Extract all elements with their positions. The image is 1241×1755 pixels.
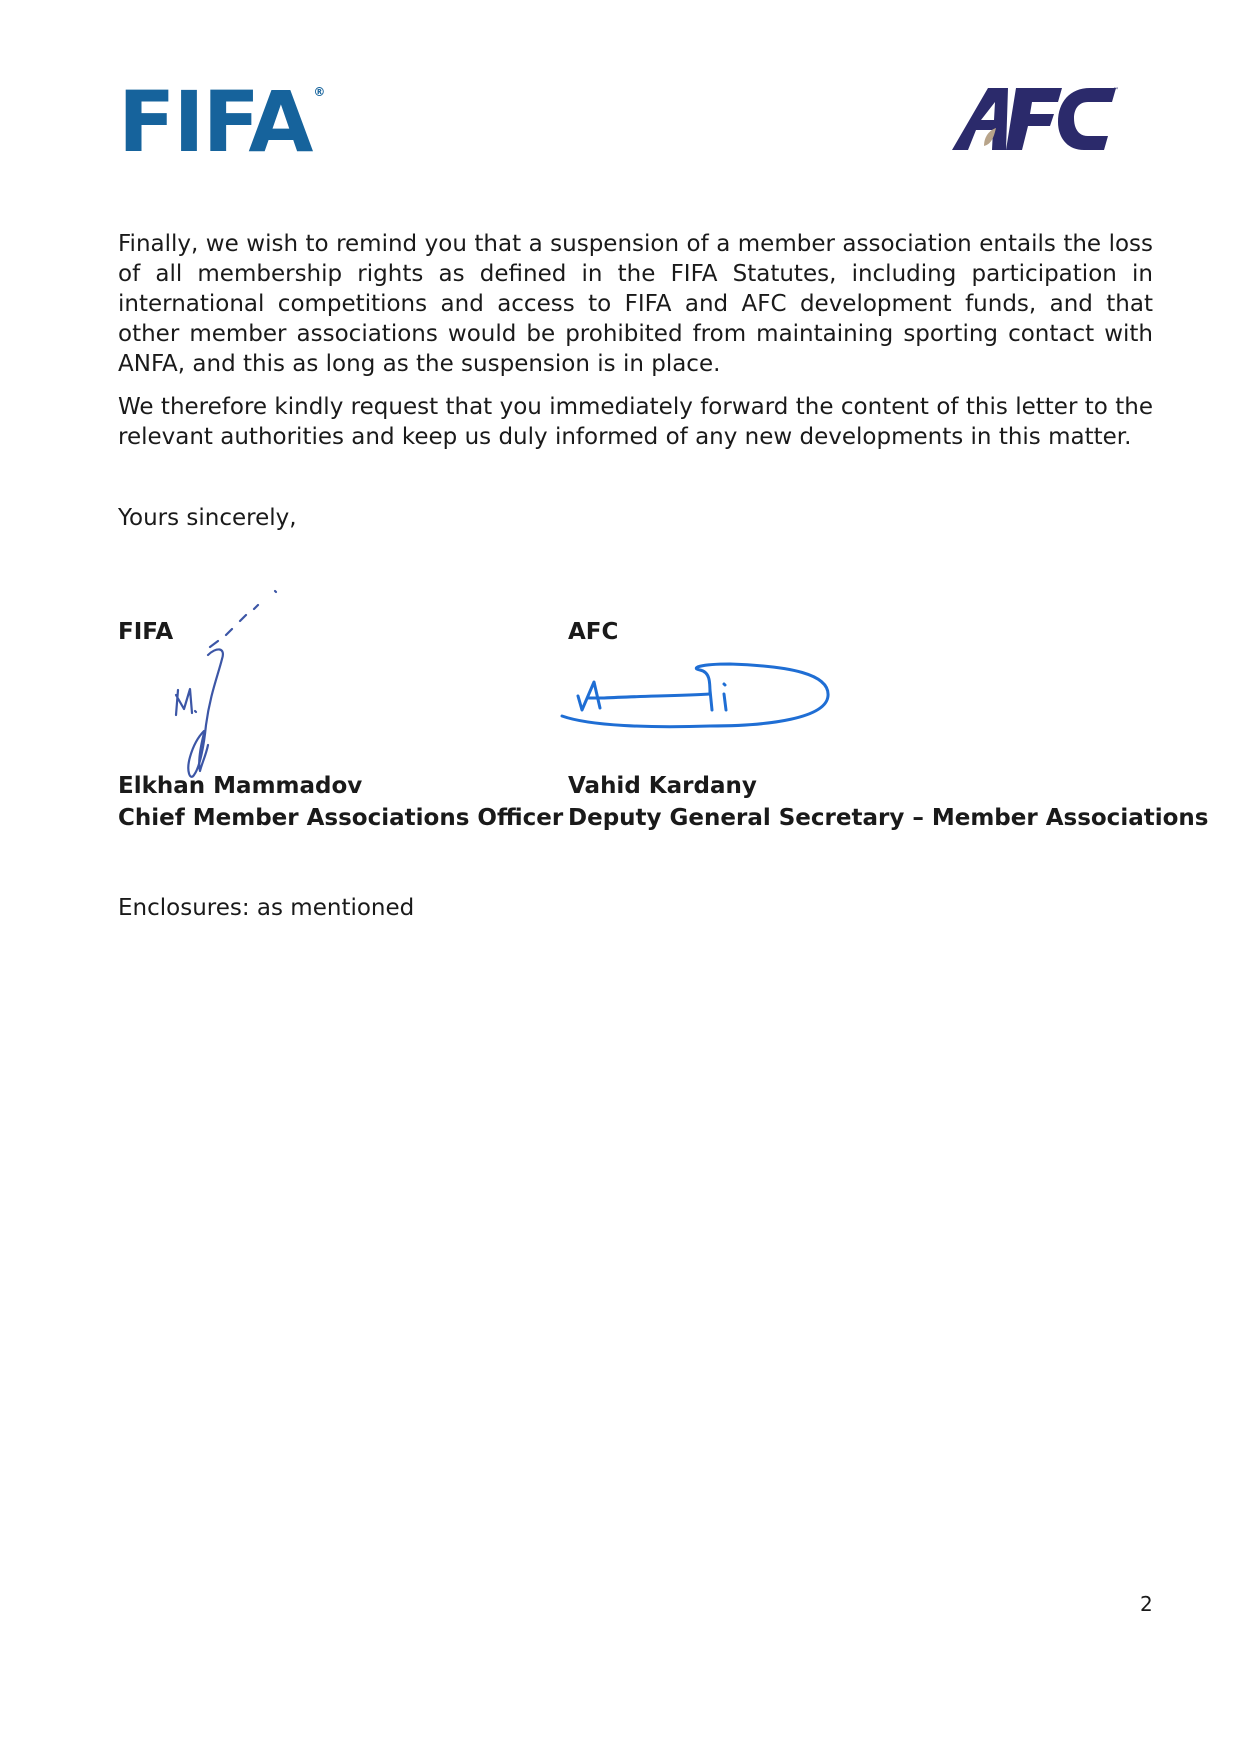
body-paragraph <box>118 229 1153 390</box>
paragraph-suspension: Finally, we wish to remind you that a suspension of a member association entails the loss of all membership rights as defined in the FIFA Statutes, including participation in international competitions and access to FIFA and AFC development funds, and that other member associations would be prohibited from maintaining sporting contact with ANFA, and this as long as the suspension is in place. <box>118 231 1153 377</box>
afc-signatory-title: Deputy General Secretary – Member Associations <box>568 805 1209 831</box>
body-paragraph <box>118 392 1153 463</box>
fifa-logo-text: FIFA <box>118 73 312 171</box>
afc-org-label: AFC <box>568 619 619 645</box>
fifa-handwritten-signature <box>170 585 310 785</box>
svg-text:™: ™ <box>1113 87 1119 94</box>
fifa-org-label: FIFA <box>118 619 174 645</box>
fifa-signatory-title: Chief Member Associations Officer <box>118 805 564 831</box>
fifa-logo <box>118 73 326 171</box>
afc-logo <box>950 84 1120 154</box>
fifa-registered-mark: ® <box>313 85 326 99</box>
paragraph-request: We therefore kindly request that you immediately forward the content of this letter to the relevant authorities and keep us duly informed of any new developments in this matter. <box>118 394 1153 450</box>
enclosures-note: Enclosures: as mentioned <box>118 895 415 921</box>
fifa-signatory-name: Elkhan Mammadov <box>118 773 363 799</box>
closing-salutation: Yours sincerely, <box>118 505 297 531</box>
page-number: 2 <box>1140 1592 1153 1616</box>
afc-handwritten-signature <box>560 660 840 742</box>
afc-signatory-name: Vahid Kardany <box>568 773 757 799</box>
